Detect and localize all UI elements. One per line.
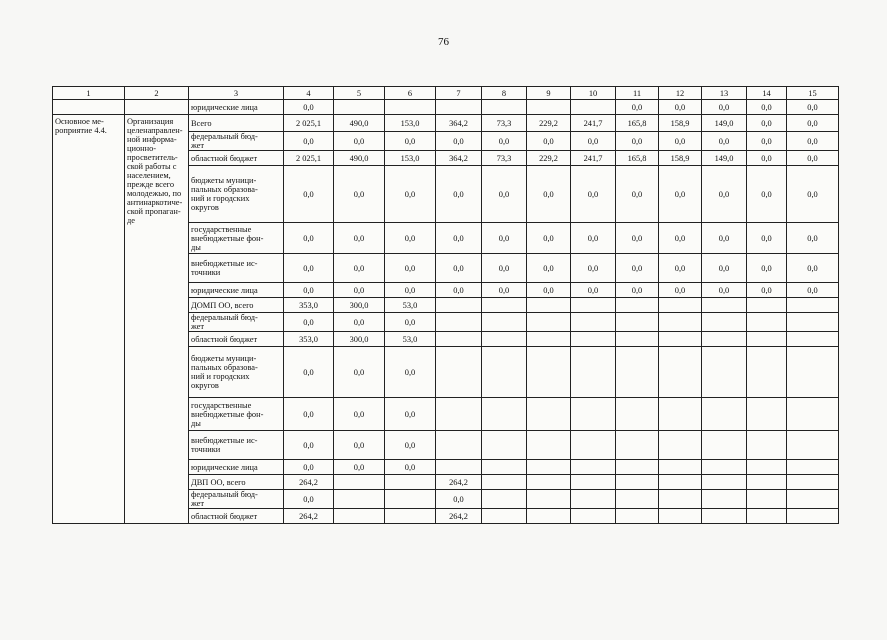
value-cell (571, 298, 616, 313)
source-label: внебюджетные ис- точники (189, 431, 284, 460)
value-cell: 229,2 (527, 151, 571, 166)
source-label: федеральный бюд- жет (189, 132, 284, 151)
header-cell: 8 (482, 87, 527, 100)
value-cell (527, 298, 571, 313)
source-label: бюджеты муници- пальных образова- ний и городских округов (189, 166, 284, 223)
value-cell: 364,2 (436, 151, 482, 166)
value-cell (527, 475, 571, 490)
value-cell: 0,0 (702, 223, 747, 254)
value-cell: 0,0 (571, 132, 616, 151)
value-cell (616, 313, 659, 332)
value-cell: 0,0 (482, 254, 527, 283)
value-cell: 0,0 (385, 431, 436, 460)
value-cell: 0,0 (787, 100, 839, 115)
value-cell: 0,0 (482, 166, 527, 223)
value-cell (616, 490, 659, 509)
header-cell: 13 (702, 87, 747, 100)
value-cell (482, 475, 527, 490)
header-cell: 12 (659, 87, 702, 100)
value-cell: 73,3 (482, 115, 527, 132)
value-cell: 0,0 (436, 283, 482, 298)
value-cell (616, 460, 659, 475)
value-cell: 2 025,1 (284, 115, 334, 132)
value-cell: 0,0 (482, 132, 527, 151)
value-cell (571, 431, 616, 460)
value-cell: 0,0 (787, 223, 839, 254)
value-cell (616, 398, 659, 431)
value-cell (527, 490, 571, 509)
value-cell (482, 298, 527, 313)
value-cell (702, 475, 747, 490)
cell-col2-empty (125, 100, 189, 115)
value-cell: 0,0 (659, 166, 702, 223)
value-cell: 0,0 (385, 313, 436, 332)
source-label: федеральный бюд- жет (189, 490, 284, 509)
value-cell: 0,0 (702, 132, 747, 151)
value-cell (527, 313, 571, 332)
source-label: областной бюджет (189, 332, 284, 347)
value-cell: 0,0 (385, 283, 436, 298)
value-cell (436, 460, 482, 475)
value-cell: 241,7 (571, 115, 616, 132)
value-cell: 0,0 (482, 283, 527, 298)
value-cell (436, 332, 482, 347)
source-label: юридические лица (189, 100, 284, 115)
value-cell: 0,0 (747, 166, 787, 223)
value-cell (702, 347, 747, 398)
value-cell: 0,0 (385, 166, 436, 223)
value-cell (436, 431, 482, 460)
value-cell: 0,0 (787, 132, 839, 151)
value-cell: 0,0 (747, 223, 787, 254)
value-cell (747, 313, 787, 332)
cell-col1-empty (53, 100, 125, 115)
value-cell: 0,0 (436, 132, 482, 151)
value-cell (436, 100, 482, 115)
value-cell: 0,0 (284, 398, 334, 431)
value-cell (616, 431, 659, 460)
value-cell (747, 475, 787, 490)
value-cell (702, 332, 747, 347)
value-cell: 0,0 (385, 347, 436, 398)
value-cell: 0,0 (385, 223, 436, 254)
value-cell: 0,0 (284, 100, 334, 115)
value-cell (571, 475, 616, 490)
value-cell (787, 509, 839, 524)
value-cell: 0,0 (482, 223, 527, 254)
value-cell: 0,0 (616, 100, 659, 115)
value-cell (659, 347, 702, 398)
header-cell: 7 (436, 87, 482, 100)
source-label: ДОМП ОО, всего (189, 298, 284, 313)
value-cell: 0,0 (334, 166, 385, 223)
value-cell (616, 347, 659, 398)
header-cell: 9 (527, 87, 571, 100)
value-cell (747, 398, 787, 431)
value-cell (702, 509, 747, 524)
value-cell: 0,0 (436, 223, 482, 254)
value-cell: 0,0 (334, 347, 385, 398)
value-cell: 0,0 (436, 166, 482, 223)
value-cell (436, 298, 482, 313)
value-cell: 264,2 (436, 509, 482, 524)
value-cell (616, 509, 659, 524)
value-cell: 0,0 (787, 151, 839, 166)
value-cell: 0,0 (334, 283, 385, 298)
value-cell (787, 475, 839, 490)
value-cell: 0,0 (616, 254, 659, 283)
funding-table (52, 86, 839, 524)
value-cell: 0,0 (334, 431, 385, 460)
value-cell: 153,0 (385, 151, 436, 166)
value-cell (702, 298, 747, 313)
value-cell (527, 332, 571, 347)
value-cell: 0,0 (385, 398, 436, 431)
value-cell: 0,0 (334, 460, 385, 475)
value-cell (747, 347, 787, 398)
value-cell: 353,0 (284, 298, 334, 313)
header-cell: 10 (571, 87, 616, 100)
value-cell (571, 332, 616, 347)
value-cell: 0,0 (284, 460, 334, 475)
value-cell (659, 332, 702, 347)
value-cell: 149,0 (702, 151, 747, 166)
value-cell (659, 475, 702, 490)
value-cell: 158,9 (659, 115, 702, 132)
value-cell: 0,0 (334, 313, 385, 332)
value-cell: 53,0 (385, 332, 436, 347)
value-cell (334, 100, 385, 115)
value-cell: 0,0 (284, 347, 334, 398)
source-label: федеральный бюд- жет (189, 313, 284, 332)
value-cell (482, 332, 527, 347)
value-cell (571, 509, 616, 524)
value-cell (571, 313, 616, 332)
value-cell: 0,0 (334, 254, 385, 283)
value-cell (747, 298, 787, 313)
value-cell: 0,0 (702, 283, 747, 298)
value-cell: 0,0 (616, 283, 659, 298)
value-cell: 0,0 (747, 115, 787, 132)
header-cell: 6 (385, 87, 436, 100)
value-cell (571, 460, 616, 475)
value-cell: 0,0 (284, 254, 334, 283)
event-description-cell: Организация целенаправлен- ной информа- ционно- просветитель- ской работы с населением, прежде всего молодежью, по антинаркотиче- ской пропаган- де (125, 115, 189, 524)
value-cell (659, 298, 702, 313)
value-cell: 149,0 (702, 115, 747, 132)
value-cell: 0,0 (702, 100, 747, 115)
value-cell: 0,0 (571, 254, 616, 283)
value-cell: 0,0 (385, 132, 436, 151)
value-cell: 0,0 (747, 100, 787, 115)
value-cell (659, 313, 702, 332)
page-number: 76 (438, 36, 449, 48)
value-cell (659, 460, 702, 475)
value-cell: 0,0 (527, 254, 571, 283)
value-cell: 0,0 (659, 223, 702, 254)
value-cell: 490,0 (334, 151, 385, 166)
value-cell: 0,0 (616, 223, 659, 254)
value-cell: 0,0 (436, 254, 482, 283)
value-cell (571, 398, 616, 431)
value-cell (482, 313, 527, 332)
value-cell (482, 398, 527, 431)
value-cell (747, 490, 787, 509)
value-cell (702, 431, 747, 460)
value-cell: 241,7 (571, 151, 616, 166)
value-cell: 0,0 (571, 223, 616, 254)
value-cell: 264,2 (436, 475, 482, 490)
value-cell (436, 398, 482, 431)
value-cell (747, 332, 787, 347)
value-cell (482, 347, 527, 398)
value-cell: 0,0 (616, 132, 659, 151)
value-cell: 0,0 (284, 313, 334, 332)
value-cell (787, 490, 839, 509)
value-cell (787, 460, 839, 475)
value-cell (527, 509, 571, 524)
value-cell (659, 398, 702, 431)
value-cell (787, 298, 839, 313)
value-cell: 53,0 (385, 298, 436, 313)
value-cell (787, 398, 839, 431)
source-label: бюджеты муници- пальных образова- ний и городских округов (189, 347, 284, 398)
value-cell: 353,0 (284, 332, 334, 347)
value-cell (571, 347, 616, 398)
value-cell: 300,0 (334, 332, 385, 347)
value-cell: 0,0 (284, 223, 334, 254)
value-cell: 0,0 (571, 166, 616, 223)
value-cell (482, 460, 527, 475)
value-cell (436, 347, 482, 398)
value-cell: 0,0 (787, 115, 839, 132)
value-cell (747, 460, 787, 475)
value-cell (334, 509, 385, 524)
value-cell: 0,0 (659, 132, 702, 151)
value-cell (482, 490, 527, 509)
value-cell: 0,0 (659, 100, 702, 115)
source-label: областной бюджет (189, 509, 284, 524)
value-cell (334, 490, 385, 509)
value-cell (702, 398, 747, 431)
value-cell: 158,9 (659, 151, 702, 166)
value-cell: 0,0 (787, 166, 839, 223)
source-label: ДВП ОО, всего (189, 475, 284, 490)
header-cell: 1 (53, 87, 125, 100)
value-cell: 153,0 (385, 115, 436, 132)
value-cell (385, 509, 436, 524)
value-cell (616, 332, 659, 347)
value-cell: 229,2 (527, 115, 571, 132)
value-cell (482, 509, 527, 524)
value-cell: 0,0 (702, 166, 747, 223)
value-cell: 0,0 (284, 166, 334, 223)
value-cell: 0,0 (659, 254, 702, 283)
value-cell: 0,0 (284, 132, 334, 151)
source-label: государственные внебюджетные фон- ды (189, 223, 284, 254)
value-cell: 264,2 (284, 509, 334, 524)
value-cell (659, 431, 702, 460)
value-cell (702, 313, 747, 332)
value-cell (334, 475, 385, 490)
value-cell: 490,0 (334, 115, 385, 132)
value-cell: 0,0 (385, 254, 436, 283)
value-cell (616, 298, 659, 313)
header-cell: 5 (334, 87, 385, 100)
value-cell: 0,0 (787, 283, 839, 298)
value-cell (659, 509, 702, 524)
value-cell: 364,2 (436, 115, 482, 132)
value-cell (436, 313, 482, 332)
value-cell: 0,0 (747, 132, 787, 151)
value-cell: 0,0 (702, 254, 747, 283)
value-cell: 2 025,1 (284, 151, 334, 166)
header-cell: 15 (787, 87, 839, 100)
value-cell (482, 100, 527, 115)
main-event-cell: Основное ме- роприятие 4.4. (53, 115, 125, 524)
value-cell (385, 490, 436, 509)
value-cell (747, 431, 787, 460)
source-label: внебюджетные ис- точники (189, 254, 284, 283)
header-cell: 3 (189, 87, 284, 100)
source-label: государственные внебюджетные фон- ды (189, 398, 284, 431)
source-label: юридические лица (189, 460, 284, 475)
value-cell: 300,0 (334, 298, 385, 313)
value-cell: 0,0 (334, 132, 385, 151)
value-cell (527, 347, 571, 398)
value-cell: 0,0 (571, 283, 616, 298)
value-cell: 264,2 (284, 475, 334, 490)
value-cell (702, 490, 747, 509)
value-cell: 0,0 (284, 490, 334, 509)
value-cell: 0,0 (659, 283, 702, 298)
value-cell: 165,8 (616, 151, 659, 166)
source-label: Всего (189, 115, 284, 132)
value-cell: 0,0 (747, 151, 787, 166)
value-cell (659, 490, 702, 509)
value-cell: 0,0 (284, 431, 334, 460)
value-cell (527, 100, 571, 115)
value-cell: 73,3 (482, 151, 527, 166)
value-cell: 0,0 (527, 283, 571, 298)
value-cell: 0,0 (616, 166, 659, 223)
value-cell (616, 475, 659, 490)
value-cell: 0,0 (527, 223, 571, 254)
source-label: юридические лица (189, 283, 284, 298)
value-cell (787, 347, 839, 398)
value-cell (787, 313, 839, 332)
value-cell: 0,0 (284, 283, 334, 298)
value-cell: 165,8 (616, 115, 659, 132)
value-cell (482, 431, 527, 460)
table-row (53, 100, 839, 115)
value-cell (747, 509, 787, 524)
value-cell: 0,0 (334, 223, 385, 254)
value-cell: 0,0 (436, 490, 482, 509)
value-cell: 0,0 (334, 398, 385, 431)
value-cell (571, 100, 616, 115)
header-cell: 14 (747, 87, 787, 100)
table-row (53, 115, 839, 132)
value-cell (527, 460, 571, 475)
value-cell: 0,0 (747, 254, 787, 283)
header-cell: 4 (284, 87, 334, 100)
source-label: областной бюджет (189, 151, 284, 166)
header-row (53, 87, 839, 100)
value-cell (527, 398, 571, 431)
value-cell (787, 332, 839, 347)
value-cell: 0,0 (385, 460, 436, 475)
value-cell (385, 475, 436, 490)
header-cell: 11 (616, 87, 659, 100)
value-cell: 0,0 (527, 132, 571, 151)
value-cell (527, 431, 571, 460)
value-cell (571, 490, 616, 509)
value-cell (702, 460, 747, 475)
value-cell (385, 100, 436, 115)
value-cell: 0,0 (527, 166, 571, 223)
value-cell (787, 431, 839, 460)
value-cell: 0,0 (747, 283, 787, 298)
header-cell: 2 (125, 87, 189, 100)
value-cell: 0,0 (787, 254, 839, 283)
